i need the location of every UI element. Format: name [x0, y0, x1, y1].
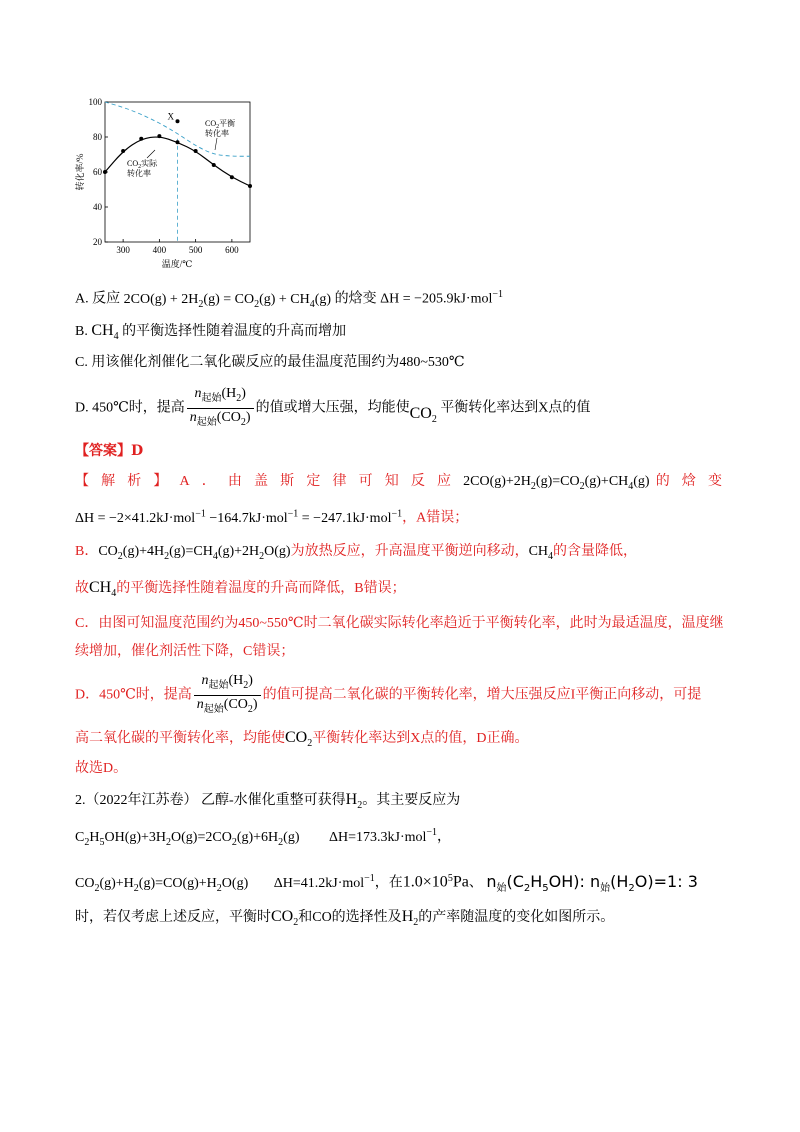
equilibrium-label-pointer [215, 138, 217, 150]
analysis-a-dh: ΔH = −2×41.2kJ·mol$^{-1}$ −164.7kJ·mol$^{-1}$ = −247.1kJ·mol$^{-1}$ [75, 508, 403, 526]
option-d-prefix: D. 450℃时，提高 [75, 400, 185, 416]
analysis-b-line2 [75, 577, 728, 605]
analysis-conclusion: 故选D。 [75, 761, 128, 776]
data-point [194, 149, 198, 153]
option-a-dh: ΔH = −205.9kJ·mol [380, 291, 493, 307]
q2-intro-prefix: 2.（2022年江苏卷） 乙醇-水催化重整可获得 [75, 793, 346, 808]
y-axis-label: 转化率/% [75, 153, 85, 191]
option-a-dh-exp: −1 [492, 289, 504, 300]
actual-label-pointer [147, 150, 155, 158]
y-tick-label: 20 [93, 237, 102, 247]
option-a-equation: $2CO(g) + 2H_2(g) = CO_2(g) + CH_4(g)$ [123, 291, 332, 310]
q2-pressure-unit: Pa [452, 873, 469, 891]
data-point [103, 170, 107, 174]
answer-line: 【答案】D [75, 443, 144, 459]
option-c [75, 352, 728, 374]
equilibrium-label-line2: 转化率 [205, 129, 229, 138]
analysis-b-prefix: B． [75, 544, 99, 559]
y-tick-label: 100 [88, 97, 102, 107]
analysis-d-line1 [75, 672, 728, 719]
option-b-text: 的平衡选择性随着温度的升高而增加 [122, 324, 347, 339]
q2-last-line [75, 906, 728, 934]
axis-ticks [89, 97, 240, 255]
q2-r2-mid: ，在 [374, 875, 403, 891]
y-tick-label: 40 [93, 202, 102, 212]
option-d-tail: 平衡转化率达到X点的值 [440, 400, 591, 416]
q2-ratio-sep: 、 [468, 875, 483, 891]
x-tick-label: 400 [152, 245, 167, 255]
q2-last-tail: 的产率随温度的变化如图所示。 [418, 910, 615, 925]
data-point [157, 134, 161, 138]
analysis-c-line1: C．由图可知温度范围约为450~550℃时二氧化碳实际转化率趋近于平衡转化率，此时为最适温度，温度继 [75, 616, 724, 631]
analysis-d1-prefix: D．450℃时，提高 [75, 687, 192, 703]
q2-reaction-2 [75, 868, 728, 900]
analysis-c-line2: 续增加，催化剂活性下降，C错误； [75, 644, 295, 659]
data-point [121, 149, 125, 153]
q2-co2: $CO_2$ [271, 908, 299, 929]
q2-r2-equation: $CO_2(g)+H_2(g)=CO(g)+H_2O(g)$ [75, 875, 249, 894]
analysis-a-line2 [75, 503, 728, 530]
analysis-b-line1 [75, 541, 728, 568]
analysis-b2-formula: $CH_4$ [89, 579, 117, 600]
q2-intro-tail: 。其主要反应为 [362, 793, 461, 808]
x-axis-label: 温度/℃ [161, 259, 193, 269]
q2-h2: $H_2$ [345, 791, 363, 812]
analysis-b2-prefix: 故 [75, 581, 89, 596]
data-point [230, 175, 234, 179]
q2-last-prefix: 时，若仅考虑上述反应，平衡时 [75, 910, 271, 925]
option-b [75, 320, 728, 348]
q2-last-mid: 和CO的选择性及 [298, 910, 402, 925]
analysis-a-prefix: 【解析】A．由盖斯定律可知反应 [75, 474, 464, 489]
option-d-fraction: $\frac{n_{起始}(H_2)}{n_{起始}(CO_2)}$ [187, 385, 254, 432]
analysis-a-equation: $2CO(g)+2H_2(g)=CO_2(g)+CH_4(g)$ [463, 474, 650, 492]
q2-pressure: 1.0×10 [402, 873, 448, 891]
analysis-d2-prefix: 高二氧化碳的平衡转化率，均能使 [75, 731, 285, 746]
q2-intro [75, 789, 728, 817]
q2-r2-exp: −1 [364, 873, 375, 884]
y-tick-label: 80 [93, 132, 102, 142]
option-a [75, 284, 728, 315]
analysis-b2-tail: 的平衡选择性随着温度的升高而降低，B错误； [116, 581, 406, 596]
option-d-formula: $CO_2$ [409, 404, 437, 425]
option-b-prefix: B. [75, 324, 92, 339]
analysis-a-suffix: 的焓变 [649, 474, 728, 489]
data-point [176, 140, 180, 144]
actual-label-line2: 转化率 [127, 169, 151, 178]
analysis-d1-tail: 的值可提高二氧化碳的平衡转化率，增大压强反应I平衡正向移动，可提 [262, 687, 702, 703]
q2-r1-exp: −1 [426, 827, 438, 838]
analysis-d2-tail: 平衡转化率达到X点的值，D正确。 [312, 731, 529, 746]
q2-ratio-value: =1: 3 [653, 871, 698, 891]
data-point [248, 184, 252, 188]
analysis-a-line1 [75, 471, 728, 498]
analysis-b-equation: $CO_2(g)+4H_2(g)=CH_4(g)+2H_2O(g)$ [98, 544, 291, 562]
conversion-chart [75, 92, 255, 272]
analysis-b-formula: $CH_4$ [528, 544, 554, 562]
x-point [176, 119, 180, 123]
actual-label-line1: $CO_2$实际 [127, 159, 158, 170]
q2-ratio: $n_始(C_2H_5OH)$: $n_始(H_2O)=1$: 3 [486, 871, 698, 894]
q2-pressure-exp: 5 [447, 873, 453, 884]
option-d-mid: 的值或增大压强，均能使 [255, 400, 410, 416]
analysis-d-fraction: $\frac{n_{起始}(H_2)}{n_{起始}(CO_2)}$ [194, 672, 261, 719]
q2-r1-dh: ΔH=173.3kJ·mol [328, 829, 427, 845]
option-a-prefix: A. 反应 [75, 291, 121, 307]
option-c-text: C. 用该催化剂催化二氧化碳反应的最佳温度范围约为480~530℃ [75, 355, 465, 370]
x-point-label: X [167, 111, 174, 122]
option-d [75, 385, 728, 440]
x-tick-label: 600 [225, 245, 239, 255]
analysis-a-verdict: ，A错误； [402, 510, 469, 526]
equilibrium-label-line1: $CO_2$平衡 [205, 119, 236, 130]
q2-h2-b: $H_2$ [401, 908, 419, 929]
data-point [212, 163, 216, 167]
analysis-b-mid: 为放热反应，升高温度平衡逆向移动， [290, 544, 529, 559]
q2-reaction-1 [75, 822, 728, 853]
x-tick-label: 500 [188, 245, 203, 255]
data-point [139, 137, 143, 141]
option-a-suffix: 的焓变 [334, 291, 377, 307]
q2-r1-equation: $C_2H_5OH(g)+3H_2O(g)=2CO_2(g)+6H_2(g)$ [75, 829, 300, 848]
q2-r2-dh: ΔH=41.2kJ·mol [273, 875, 365, 891]
analysis-d2-formula: $CO_2$ [285, 729, 313, 750]
analysis-d-line2 [75, 727, 728, 755]
y-tick-label: 60 [93, 167, 102, 177]
analysis-b-tail: 的含量降低， [553, 544, 638, 559]
series-group [103, 102, 252, 242]
x-tick-label: 300 [116, 245, 130, 255]
option-b-formula: $CH_4$ [91, 322, 119, 343]
q2-r1-tail: ， [437, 829, 452, 845]
